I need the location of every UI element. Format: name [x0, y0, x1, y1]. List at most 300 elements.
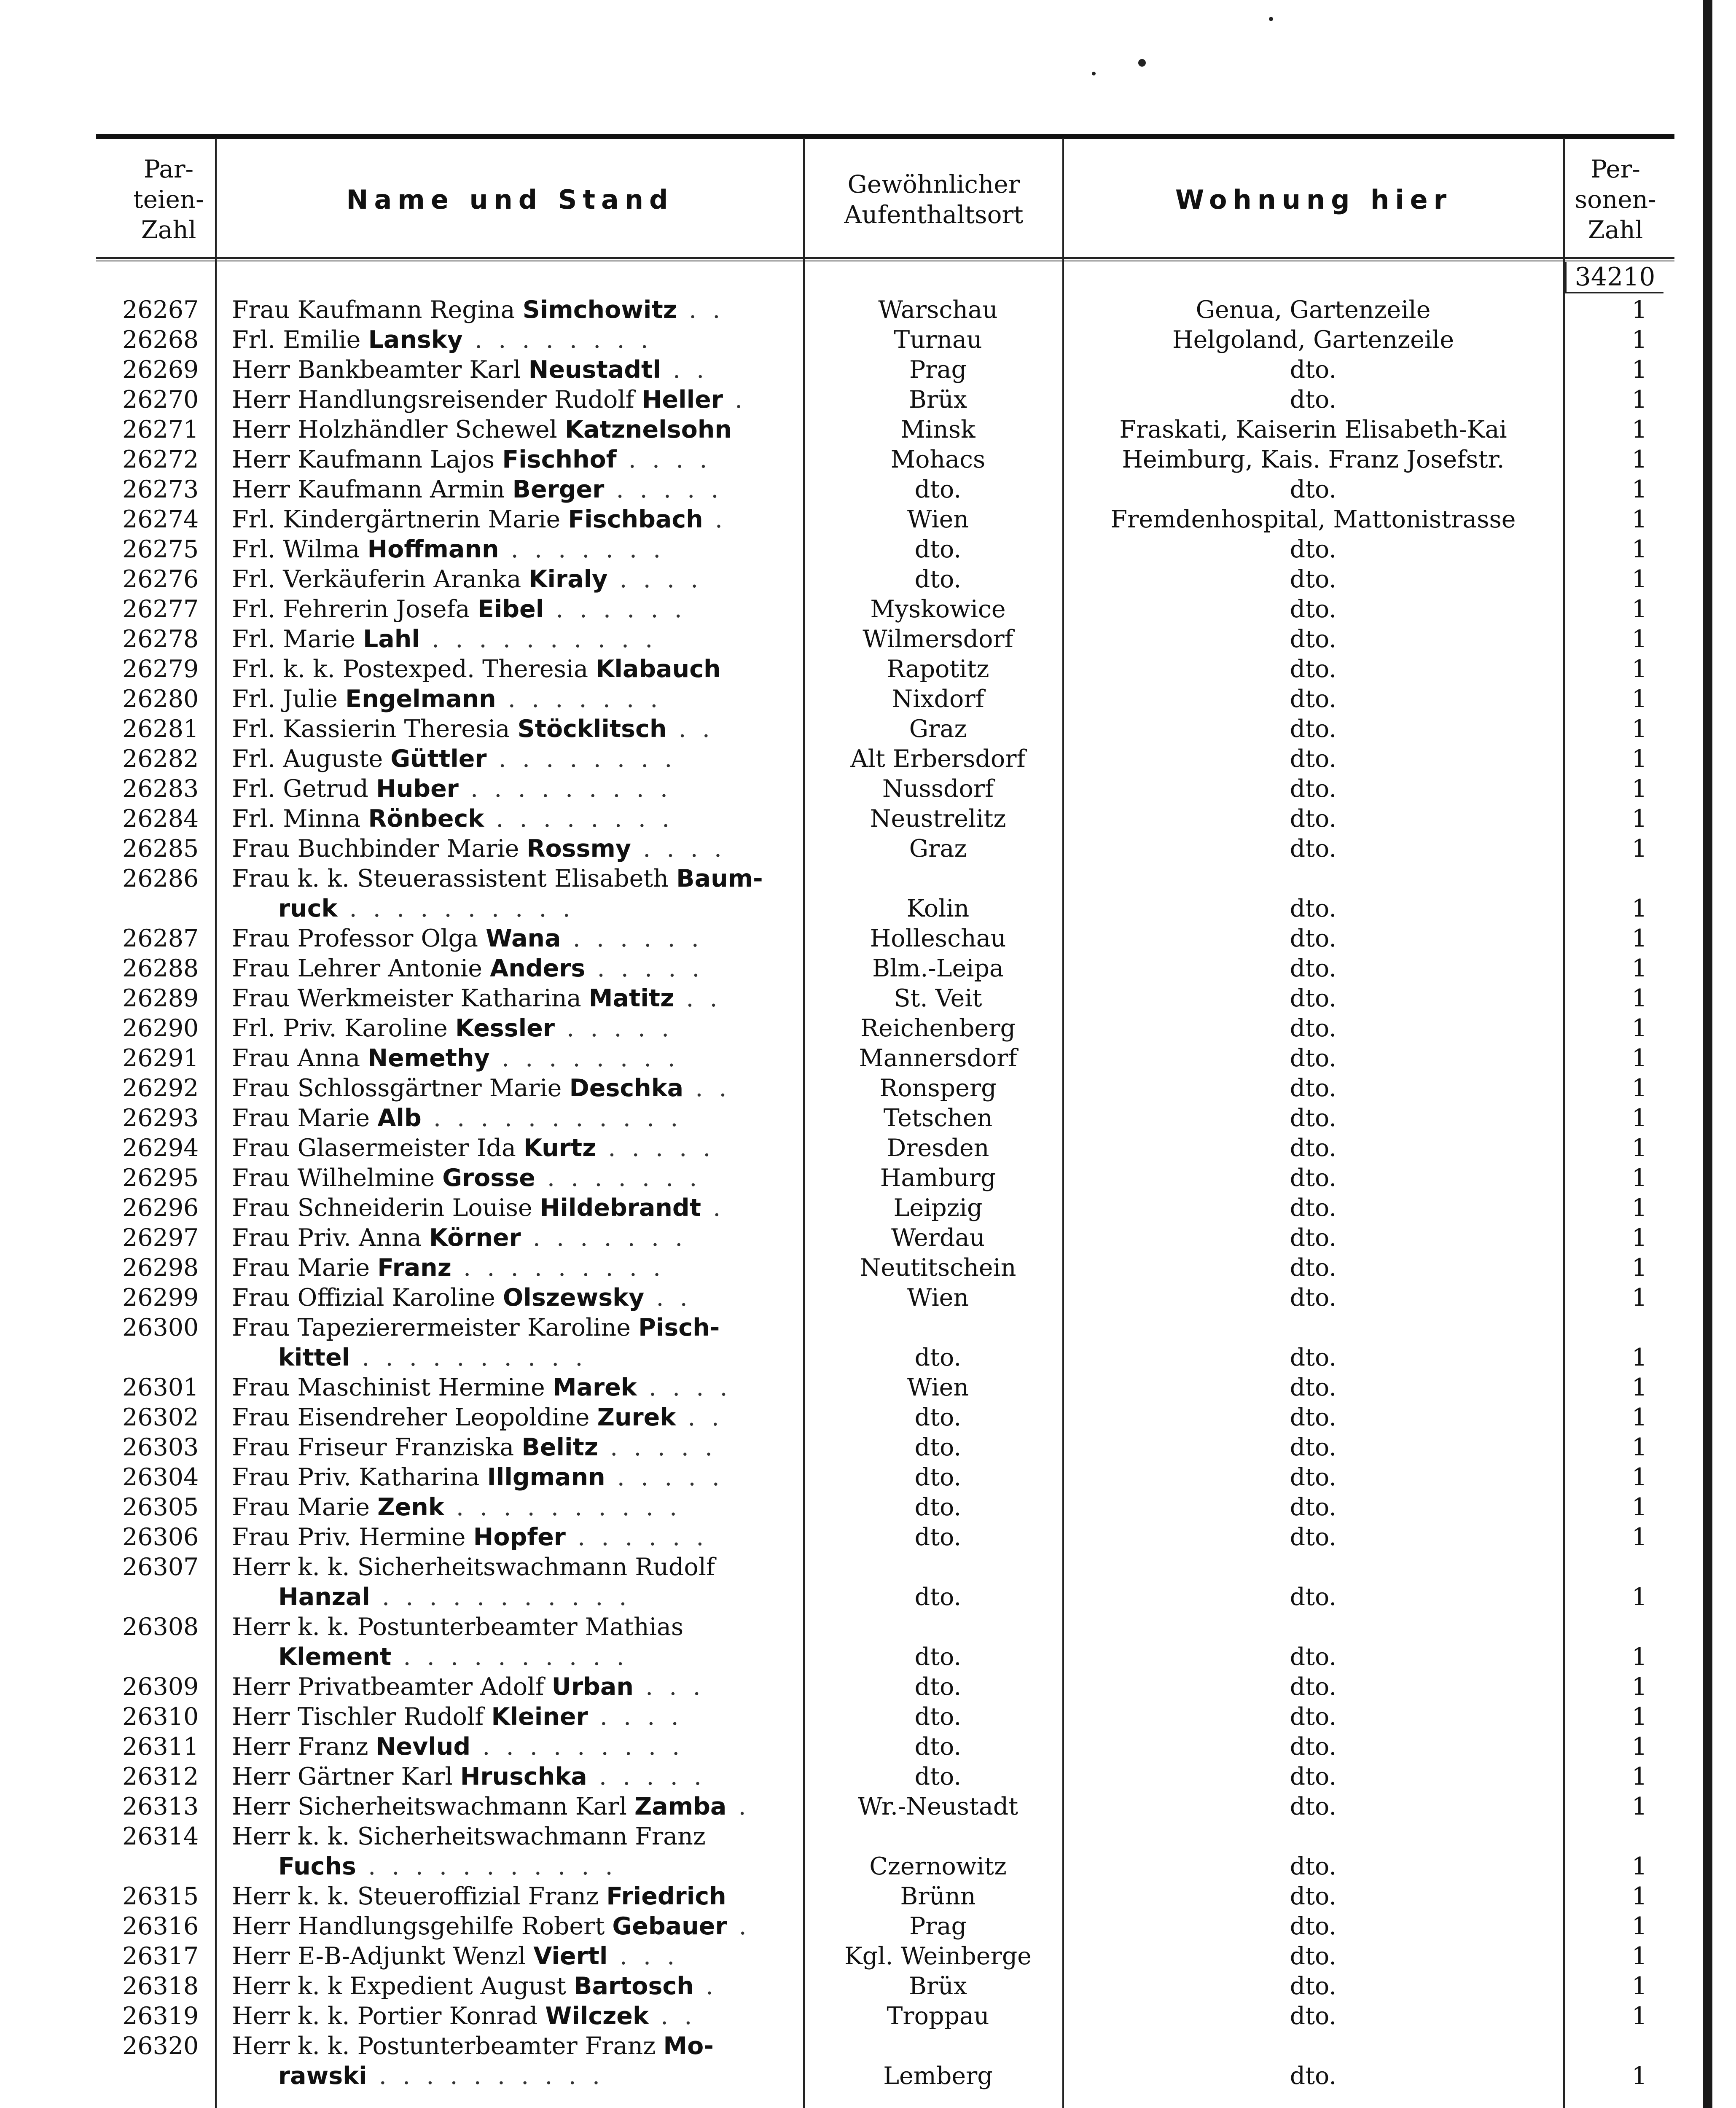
surname: Hopfer: [473, 1523, 566, 1551]
party-number: 26310: [122, 1703, 199, 1731]
leader-dots: .: [693, 1972, 718, 2000]
name-prefix: Herr Tischler Rudolf: [232, 1703, 484, 1731]
name-and-status: [232, 445, 793, 475]
party-number: 26287: [122, 925, 199, 952]
name-and-status: [232, 1732, 793, 1762]
usual-residence: Nussdorf: [882, 775, 994, 803]
persons-count: 1: [1631, 1463, 1647, 1491]
name-prefix: Frau Schlossgärtner Marie: [232, 1074, 562, 1102]
top-rule: [96, 134, 1674, 139]
local-dwelling: dto.: [1290, 745, 1337, 773]
name-and-status: [232, 984, 793, 1014]
table-row: [0, 1373, 1736, 1403]
usual-residence: Neustrelitz: [870, 805, 1006, 833]
table-row: [0, 565, 1736, 594]
party-number: 26292: [122, 1074, 199, 1102]
name-continuation: [278, 1642, 793, 1672]
usual-residence: dto.: [914, 1463, 962, 1491]
table-row: [0, 1522, 1736, 1552]
persons-count: 1: [1631, 1194, 1647, 1222]
local-dwelling: dto.: [1290, 1673, 1337, 1701]
local-dwelling: dto.: [1290, 595, 1337, 623]
persons-count: 1: [1631, 1104, 1647, 1132]
surname: Mo-: [663, 2032, 714, 2060]
surname: Güttler: [390, 745, 487, 773]
usual-residence: Mohacs: [890, 446, 986, 473]
name-prefix: Frl. Emilie: [232, 326, 361, 354]
persons-count: 1: [1631, 1134, 1647, 1162]
name-prefix: Herr k. k. Postunterbeamter Franz: [232, 2032, 656, 2060]
name-and-status: [232, 924, 793, 954]
persons-count: 1: [1631, 296, 1647, 324]
leader-dots: . .: [666, 715, 714, 743]
local-dwelling: dto.: [1290, 955, 1337, 982]
name-prefix: Frau Werkmeister Katharina: [232, 984, 581, 1012]
name-and-status: [232, 385, 793, 415]
usual-residence: dto.: [914, 1433, 962, 1461]
surname: Kurtz: [523, 1134, 597, 1162]
table-row: [0, 475, 1736, 505]
party-number: 26302: [122, 1404, 199, 1431]
leader-dots: . . . . . . . . . . .: [421, 1104, 683, 1132]
leader-dots: . . . . . . . . .: [470, 1733, 684, 1761]
party-number: 26299: [122, 1284, 199, 1312]
surname: Baum-: [676, 865, 763, 893]
name-prefix: Frau Friseur Franziska: [232, 1433, 514, 1461]
leader-dots: . . . . . . .: [521, 1224, 687, 1252]
name-prefix: Herr Handlungsreisender Rudolf: [232, 386, 634, 414]
header-parteien-zahl: Par- teien- Zahl: [133, 155, 204, 244]
surname: Zamba: [634, 1793, 727, 1820]
name-prefix: Frau Priv. Anna: [232, 1224, 422, 1252]
table-row: [0, 1133, 1736, 1163]
name-prefix: Herr E-B-Adjunkt Wenzl: [232, 1942, 526, 1970]
table-row: [0, 1433, 1736, 1463]
usual-residence: Graz: [909, 835, 967, 863]
name-continuation: [278, 1343, 793, 1373]
ink-speck: [1138, 59, 1146, 67]
surname: Friedrich: [606, 1882, 726, 1910]
party-number: 26286: [122, 865, 199, 893]
persons-count: 1: [1631, 1972, 1647, 2000]
persons-count: 1: [1631, 984, 1647, 1012]
party-number: 26304: [122, 1463, 199, 1491]
surname: Fischbach: [568, 505, 703, 533]
usual-residence: Myskowice: [870, 595, 1006, 623]
surname: Hoffmann: [367, 535, 499, 563]
surname: Rossmy: [527, 835, 632, 863]
persons-count: 1: [1631, 1044, 1647, 1072]
local-dwelling: dto.: [1290, 356, 1337, 384]
party-number: 26274: [122, 505, 199, 533]
usual-residence: Rapotitz: [887, 655, 989, 683]
table-row: [0, 1612, 1736, 1672]
name-and-status: [232, 565, 793, 594]
name-prefix: Herr Bankbeamter Karl: [232, 356, 521, 384]
local-dwelling: dto.: [1290, 1733, 1337, 1761]
name-and-status: [232, 1792, 793, 1822]
table-row: [0, 684, 1736, 714]
persons-count: 1: [1631, 416, 1647, 444]
name-prefix: Frl. Julie: [232, 685, 338, 713]
party-number: 26282: [122, 745, 199, 773]
name-and-status: [232, 1103, 793, 1133]
leader-dots: . . . . . . .: [535, 1164, 701, 1192]
leader-dots: . . . . . .: [561, 925, 703, 952]
name-and-status: [232, 1133, 793, 1163]
party-number: 26276: [122, 565, 199, 593]
leader-dots: .: [726, 1793, 750, 1820]
usual-residence: Wien: [907, 505, 969, 533]
leader-dots: . . . . . . . .: [489, 1044, 680, 1072]
local-dwelling: dto.: [1290, 715, 1337, 743]
usual-residence: Ronsperg: [879, 1074, 997, 1102]
name-and-status: [232, 1912, 793, 1941]
usual-residence: Prag: [909, 1912, 967, 1940]
local-dwelling: dto.: [1290, 1224, 1337, 1252]
local-dwelling: dto.: [1290, 1463, 1337, 1491]
name-prefix: Frau Wilhelmine: [232, 1164, 435, 1192]
local-dwelling: dto.: [1290, 1344, 1337, 1371]
leader-dots: . .: [661, 356, 709, 384]
table-row: [0, 385, 1736, 415]
usual-residence: dto.: [914, 476, 962, 503]
table-row: [0, 1193, 1736, 1223]
persons-count: 1: [1631, 446, 1647, 473]
party-number: 26267: [122, 296, 199, 324]
name-continuation: [278, 894, 793, 924]
leader-dots: . . . .: [607, 565, 703, 593]
name-and-status: [232, 1702, 793, 1732]
local-dwelling: dto.: [1290, 805, 1337, 833]
leader-dots: . . .: [633, 1673, 705, 1701]
leader-dots: . . . . . . . . .: [451, 1254, 665, 1282]
usual-residence: Turnau: [894, 326, 982, 354]
persons-count: 1: [1631, 356, 1647, 384]
table-row: [0, 1552, 1736, 1612]
name-prefix: Frau Professor Olga: [232, 925, 478, 952]
persons-count: 1: [1631, 1224, 1647, 1252]
name-prefix: Frl. Kassierin Theresia: [232, 715, 510, 743]
leader-dots: . . . . .: [554, 1014, 674, 1042]
usual-residence: St. Veit: [894, 984, 982, 1012]
local-dwelling: dto.: [1290, 775, 1337, 803]
usual-residence: dto.: [914, 1583, 962, 1611]
leader-dots: . . . . .: [587, 1763, 706, 1791]
leader-dots: . . . . .: [598, 1433, 717, 1461]
table-row: [0, 1492, 1736, 1522]
leader-dots: .: [703, 505, 727, 533]
table-row: [0, 1912, 1736, 1941]
usual-residence: Warschau: [878, 296, 998, 324]
name-prefix: Frau Marie: [232, 1104, 370, 1132]
usual-residence: Troppau: [887, 2002, 989, 2030]
name-prefix: Frl. k. k. Postexped. Theresia: [232, 655, 589, 683]
surname: Deschka: [569, 1074, 684, 1102]
name-and-status: [232, 1822, 793, 1852]
surname: Hildebrandt: [540, 1194, 701, 1222]
party-number: 26303: [122, 1433, 199, 1461]
party-number: 26306: [122, 1523, 199, 1551]
table-row: [0, 1792, 1736, 1822]
leader-dots: . . . . . .: [565, 1523, 708, 1551]
name-and-status: [232, 1522, 793, 1552]
name-and-status: [232, 624, 793, 654]
leader-dots: . . . . . . . .: [462, 326, 653, 354]
local-dwelling: dto.: [1290, 1433, 1337, 1461]
name-prefix: Frl. Getrud: [232, 775, 368, 803]
persons-count: 1: [1631, 1284, 1647, 1312]
surname: Gebauer: [612, 1912, 727, 1940]
persons-count: 1: [1631, 505, 1647, 533]
persons-count: 1: [1631, 715, 1647, 743]
name-prefix: Herr Franz: [232, 1733, 368, 1761]
name-prefix: Herr Kaufmann Armin: [232, 476, 505, 503]
name-and-status: [232, 594, 793, 624]
name-and-status: [232, 954, 793, 984]
party-number: 26270: [122, 386, 199, 414]
name-and-status: [232, 1552, 793, 1582]
usual-residence: Minsk: [900, 416, 975, 444]
local-dwelling: Genua, Gartenzeile: [1196, 296, 1431, 324]
party-number: 26277: [122, 595, 199, 623]
name-and-status: [232, 1223, 793, 1253]
usual-residence: Werdau: [891, 1224, 985, 1252]
local-dwelling: dto.: [1290, 1404, 1337, 1431]
party-number: 26293: [122, 1104, 199, 1132]
party-number: 26300: [122, 1314, 199, 1342]
persons-count: 1: [1631, 1493, 1647, 1521]
name-and-status: [232, 684, 793, 714]
name-and-status: [232, 1612, 793, 1642]
party-number: 26297: [122, 1224, 199, 1252]
surname: Kiraly: [529, 565, 608, 593]
name-prefix: Frl. Minna: [232, 805, 361, 833]
leader-dots: . .: [648, 2002, 696, 2030]
persons-count: 1: [1631, 1254, 1647, 1282]
name-and-status: [232, 654, 793, 684]
party-number: 26309: [122, 1673, 199, 1701]
persons-count: 1: [1631, 1673, 1647, 1701]
party-number: 26319: [122, 2002, 199, 2030]
party-number: 26291: [122, 1044, 199, 1072]
local-dwelling: Helgoland, Gartenzeile: [1172, 326, 1454, 354]
usual-residence: Lemberg: [883, 2062, 993, 2090]
usual-residence: Tetschen: [883, 1104, 993, 1132]
surname-continued: Fuchs: [278, 1853, 356, 1880]
name-prefix: Frau Priv. Katharina: [232, 1463, 480, 1491]
name-prefix: Frl. Wilma: [232, 535, 360, 563]
surname: Berger: [512, 476, 605, 503]
surname: Fischhof: [502, 446, 617, 473]
name-and-status: [232, 505, 793, 535]
usual-residence: Mannersdorf: [859, 1044, 1017, 1072]
persons-count: 1: [1631, 1853, 1647, 1880]
local-dwelling: dto.: [1290, 1074, 1337, 1102]
name-and-status: [232, 804, 793, 834]
name-and-status: [232, 774, 793, 804]
persons-count: 1: [1631, 895, 1647, 922]
party-number: 26284: [122, 805, 199, 833]
persons-count: 1: [1631, 1523, 1647, 1551]
party-number: 26278: [122, 625, 199, 653]
table-row: [0, 2031, 1736, 2091]
name-and-status: [232, 535, 793, 565]
surname: Zurek: [597, 1404, 676, 1431]
party-number: 26273: [122, 476, 199, 503]
table-row: [0, 505, 1736, 535]
table-row: [0, 1702, 1736, 1732]
usual-residence: Neutitschein: [860, 1254, 1016, 1282]
local-dwelling: dto.: [1290, 1014, 1337, 1042]
usual-residence: Leipzig: [893, 1194, 983, 1222]
surname: Franz: [377, 1254, 451, 1282]
party-number: 26275: [122, 535, 199, 563]
persons-count: 1: [1631, 535, 1647, 563]
persons-count: 1: [1631, 1374, 1647, 1401]
persons-count: 1: [1631, 326, 1647, 354]
party-number: 26281: [122, 715, 199, 743]
party-number: 26285: [122, 835, 199, 863]
name-and-status: [232, 2031, 793, 2061]
party-number: 26298: [122, 1254, 199, 1282]
usual-residence: Alt Erbersdorf: [850, 745, 1026, 773]
party-number: 26312: [122, 1763, 199, 1791]
party-number: 26311: [122, 1733, 199, 1761]
surname: Kessler: [455, 1014, 555, 1042]
party-number: 26314: [122, 1823, 199, 1850]
table-row: [0, 1822, 1736, 1882]
table-row: [0, 415, 1736, 445]
name-prefix: Frl. Fehrerin Josefa: [232, 595, 470, 623]
persons-count: 1: [1631, 1882, 1647, 1910]
usual-residence: Dresden: [887, 1134, 989, 1162]
local-dwelling: dto.: [1290, 1703, 1337, 1731]
persons-count: 1: [1631, 595, 1647, 623]
name-prefix: Frau Maschinist Hermine: [232, 1374, 545, 1401]
usual-residence: dto.: [914, 1673, 962, 1701]
leader-dots: . . . . .: [596, 1134, 715, 1162]
name-prefix: Herr k. k. Postunterbeamter Mathias: [232, 1613, 684, 1641]
local-dwelling: dto.: [1290, 535, 1337, 563]
local-dwelling: dto.: [1290, 1374, 1337, 1401]
leader-dots: . .: [644, 1284, 692, 1312]
usual-residence: Kolin: [906, 895, 970, 922]
leader-dots: .: [723, 386, 747, 414]
leader-dots: . . . . . . .: [499, 535, 665, 563]
name-prefix: Frau Priv. Hermine: [232, 1523, 466, 1551]
surname-continued: Klement: [278, 1643, 392, 1671]
party-number: 26289: [122, 984, 199, 1012]
table-row: [0, 1463, 1736, 1492]
persons-count: 1: [1631, 1583, 1647, 1611]
local-dwelling: dto.: [1290, 1882, 1337, 1910]
table-row: [0, 1971, 1736, 2001]
local-dwelling: dto.: [1290, 1044, 1337, 1072]
surname: Anders: [490, 955, 586, 982]
local-dwelling: Fraskati, Kaiserin Elisabeth-Kai: [1119, 416, 1507, 444]
usual-residence: Nixdorf: [892, 685, 984, 713]
name-and-status: [232, 714, 793, 744]
table-row: [0, 1103, 1736, 1133]
leader-dots: . .: [677, 296, 725, 324]
name-and-status: [232, 1762, 793, 1792]
surname: Nevlud: [376, 1733, 471, 1761]
usual-residence: Wien: [907, 1374, 969, 1401]
header-wohnung-hier: Wohnung hier: [1175, 184, 1453, 215]
name-prefix: Frau Offizial Karoline: [232, 1284, 495, 1312]
surname: Hruschka: [460, 1763, 587, 1791]
name-and-status: [232, 1073, 793, 1103]
party-number: 26294: [122, 1134, 199, 1162]
persons-count: 1: [1631, 386, 1647, 414]
local-dwelling: dto.: [1290, 984, 1337, 1012]
name-prefix: Herr Holzhändler Schewel: [232, 416, 557, 444]
usual-residence: dto.: [914, 1344, 962, 1371]
name-and-status: [232, 295, 793, 325]
usual-residence: Prag: [909, 356, 967, 384]
party-number: 26313: [122, 1793, 199, 1820]
surname: Kleiner: [491, 1703, 588, 1731]
name-prefix: Frau Marie: [232, 1493, 370, 1521]
name-prefix: Frau Marie: [232, 1254, 370, 1282]
name-and-status: [232, 1672, 793, 1702]
leader-dots: . . . .: [616, 446, 712, 473]
carried-total: 34210: [1565, 262, 1663, 293]
local-dwelling: dto.: [1290, 1134, 1337, 1162]
usual-residence: dto.: [914, 1493, 962, 1521]
persons-count: 1: [1631, 745, 1647, 773]
table-row: [0, 774, 1736, 804]
party-number: 26272: [122, 446, 199, 473]
persons-count: 1: [1631, 1942, 1647, 1970]
leader-dots: . . . . . . . . . . .: [370, 1583, 631, 1611]
table-row: [0, 1073, 1736, 1103]
party-number: 26320: [122, 2032, 199, 2060]
party-number: 26290: [122, 1014, 199, 1042]
persons-count: 1: [1631, 1074, 1647, 1102]
name-and-status: [232, 864, 793, 894]
local-dwelling: dto.: [1290, 1972, 1337, 2000]
name-prefix: Herr Gärtner Karl: [232, 1763, 453, 1791]
table-row: [0, 1283, 1736, 1313]
name-and-status: [232, 1971, 793, 2001]
surname: Heller: [642, 386, 723, 414]
persons-count: 1: [1631, 775, 1647, 803]
table-row: [0, 1163, 1736, 1193]
party-number: 26296: [122, 1194, 199, 1222]
leader-dots: . . . . . . . . . . .: [356, 1853, 617, 1880]
surname: Bartosch: [574, 1972, 694, 2000]
local-dwelling: dto.: [1290, 2062, 1337, 2090]
persons-count: 1: [1631, 1014, 1647, 1042]
name-and-status: [232, 325, 793, 355]
name-and-status: [232, 1283, 793, 1313]
name-continuation: [278, 2061, 793, 2091]
persons-count: 1: [1631, 1793, 1647, 1820]
persons-count: 1: [1631, 835, 1647, 863]
party-number: 26280: [122, 685, 199, 713]
leader-dots: . . . . . . .: [496, 685, 662, 713]
persons-count: 1: [1631, 1164, 1647, 1192]
persons-count: 1: [1631, 625, 1647, 653]
table-row: [0, 984, 1736, 1014]
header-bottom-rule: [96, 257, 1674, 259]
name-prefix: Herr Privatbeamter Adolf: [232, 1673, 544, 1701]
name-prefix: Frau Tapezierermeister Karoline: [232, 1314, 631, 1342]
table-row: [0, 1882, 1736, 1912]
surname: Alb: [377, 1104, 422, 1132]
